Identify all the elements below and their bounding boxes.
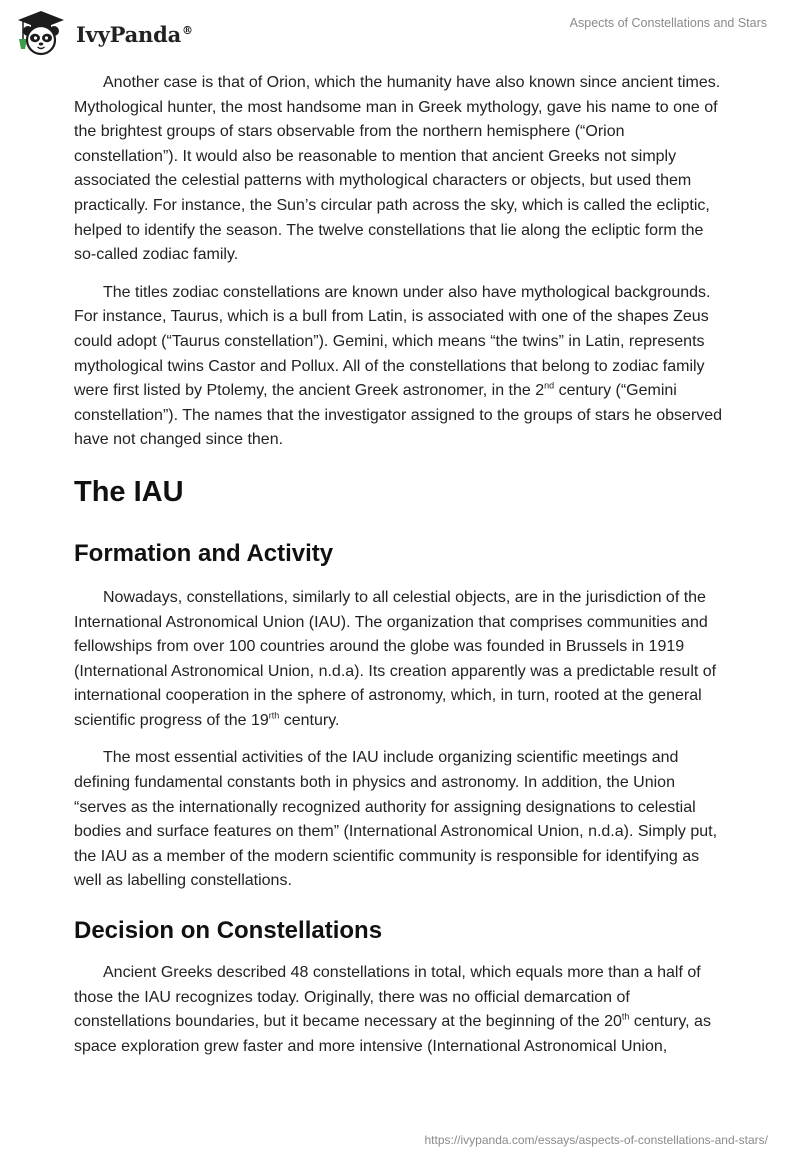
- subheading-formation-activity: Formation and Activity: [74, 539, 334, 567]
- essay-content: [74, 71, 726, 1072]
- paragraph-orion: Another case is that of Orion, which the humanity have also known since ancient times. Mythological hunter, the most handsome man in Greek mythology, gave his name to one of the brightest groups of stars observable from the northern hemisphere (“Orion constellation”). It would also be reasonable to mention that ancient Greeks not simply associated the celestial patterns with mythological characters or objects, but used them practically. For instance, the Sun’s circular path across the sky, which is called the ecliptic, helped to identify the season. The twelve constellations that lie along the ecliptic form the so-called zodiac family.: [74, 74, 721, 264]
- paragraph-zodiac-titles: The titles zodiac constellations are known under also have mythological backgrounds. For instance, Taurus, which is a bull from Latin, is associated with one of the shapes Zeus could adopt (“Taurus constellation”). Gemini, which means “the twins” in Latin, represents mythological twins Castor and Pollux. All of the constellations that belong to zodiac family were first listed by Ptolemy, the ancient Greek astronomer, in the 2nd century (“Gemini constellation”). The names that the investigator assigned to the groups of stars he observed have not changed since then.: [74, 283, 723, 449]
- source-url-link[interactable]: https://ivypanda.com/essays/aspects-of-constellations-and-stars/: [424, 1133, 768, 1147]
- panda-mascot-icon: [14, 9, 68, 57]
- section-heading-iau: The IAU: [74, 475, 184, 508]
- page-header: [0, 0, 800, 66]
- brand-name: IvyPanda®: [76, 21, 193, 47]
- paragraph-iau-jurisdiction: Nowadays, constellations, similarly to all celestial objects, are in the jurisdiction of the International Astronomical Union (IAU). The organization that comprises communities and fellowships from over 100 countries around the globe was founded in Brussels in 1919 (International Astronomical Union, n.d.a). Its creation apparently was a predictable result of international cooperation in the sphere of astronomy, which, in turn, rooted at the general scientific progress of the $19^{rth}$ century.: [74, 588, 717, 729]
- paragraph-ancient-greeks: Ancient Greeks described 48 constellations in total, which equals more than a half of those the IAU recognizes today. Originally, there was no official demarcation of constellations boundaries, but it became necessary at the beginning of the 20th century, as space exploration grew faster and more intensive (International Astronomical Union,: [74, 964, 711, 1055]
- ivypanda-logo[interactable]: [14, 9, 193, 57]
- document-title: Aspects of Constellations and Stars: [569, 16, 767, 30]
- paragraph-iau-activities: The most essential activities of the IAU include organizing scientific meetings and defining fundamental constants both in physics and astronomy. In addition, the Union “serves as the internationally recognized authority for assigning designations to celestial bodies and surface features on them” (International Astronomical Union, n.d.a). Simply put, the IAU as a member of the modern scientific community is responsible for identifying as well as labelling constellations.: [74, 749, 718, 890]
- subheading-decision-constellations: Decision on Constellations: [74, 917, 383, 945]
